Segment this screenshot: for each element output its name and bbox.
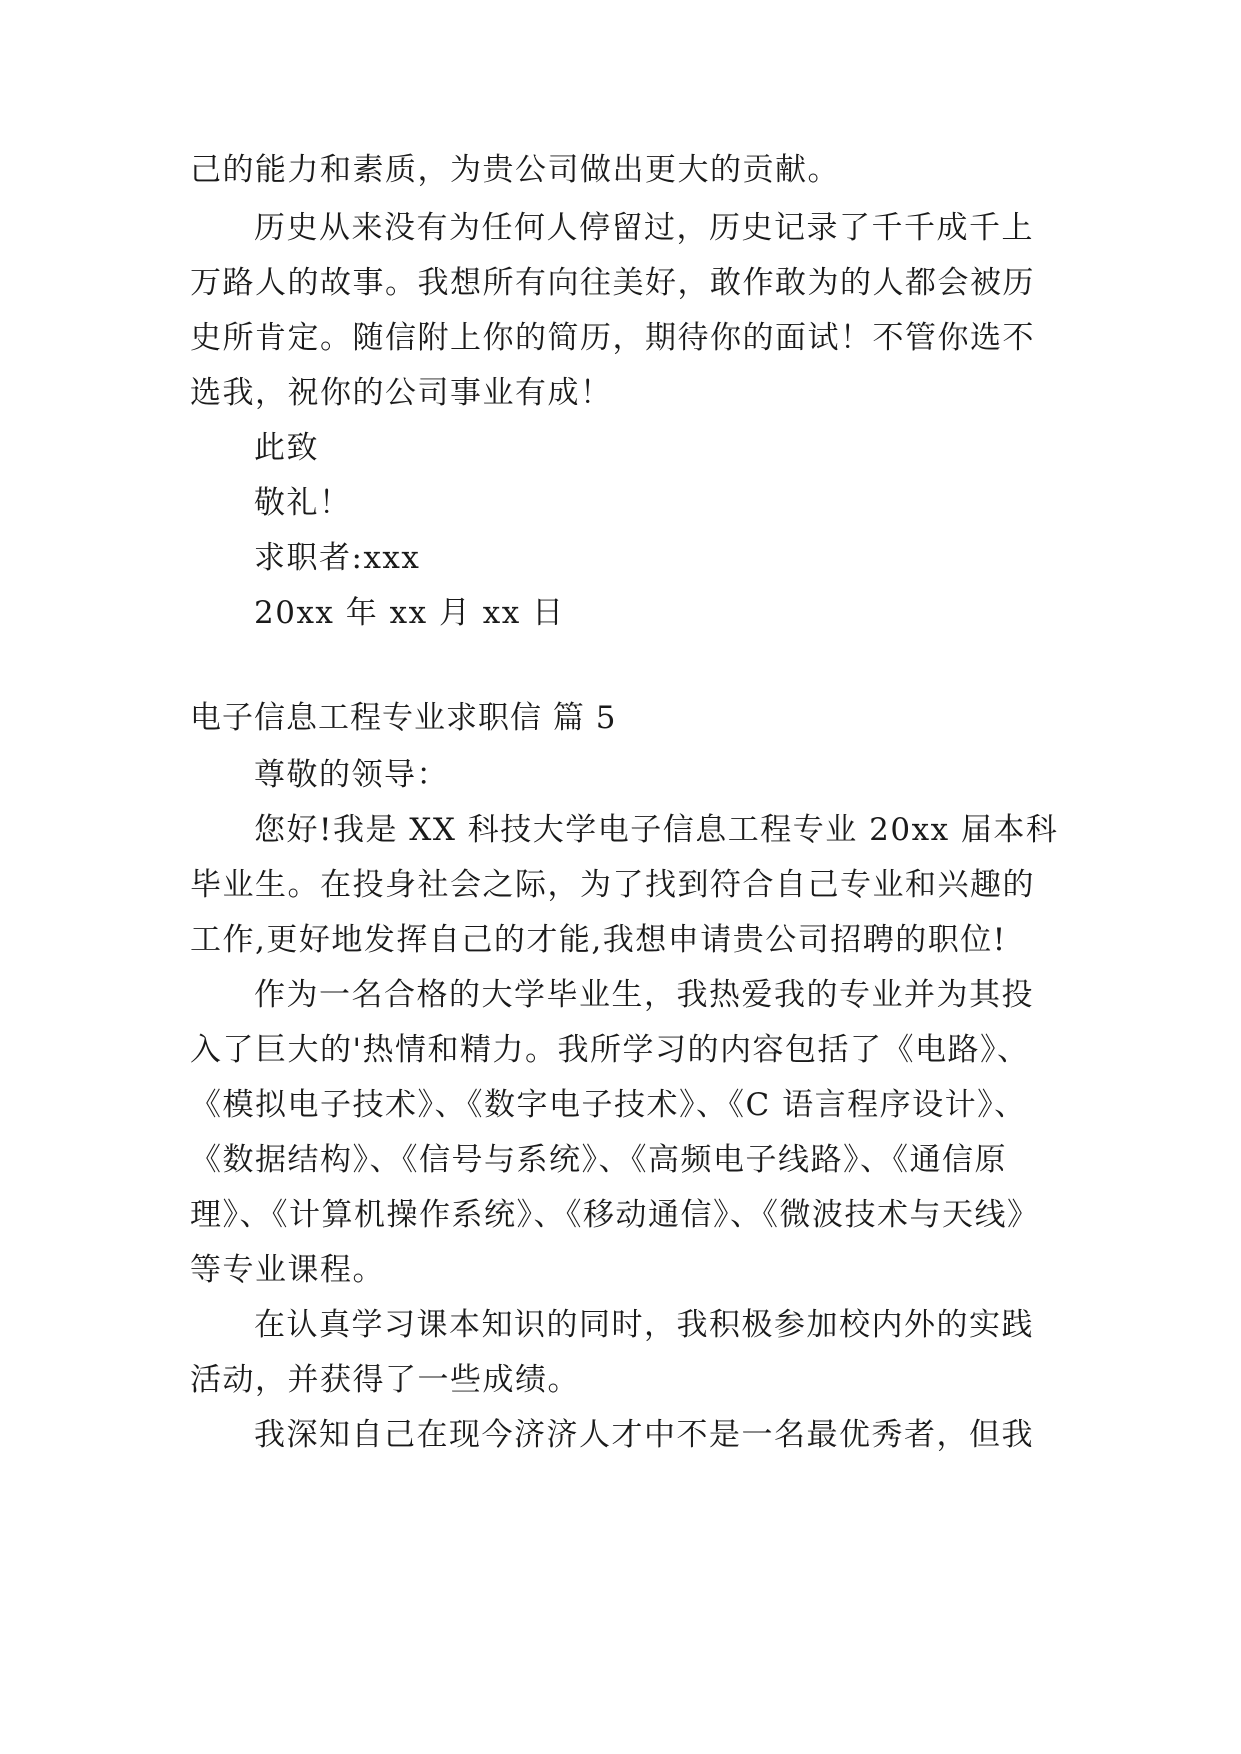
date-line: 20xx 年 xx 月 xx 日 [254, 595, 565, 631]
paragraph-line: 《模拟电子技术》、《数字电子技术》、《C 语言程序设计》、 [190, 1087, 1027, 1123]
paragraph-line: 己的能力和素质，为贵公司做出更大的贡献。 [190, 152, 840, 188]
paragraph-line: 我深知自己在现今济济人才中不是一名最优秀者，但我 [254, 1417, 1034, 1453]
paragraph-line: 《数据结构》、《信号与系统》、《高频电子线路》、《通信原 [190, 1142, 1007, 1178]
paragraph-line: 毕业生。在投身社会之际，为了找到符合自己专业和兴趣的 [190, 867, 1035, 903]
closing-salutation: 此致 [254, 430, 319, 466]
closing-regards: 敬礼！ [254, 485, 352, 521]
paragraph-line: 作为一名合格的大学毕业生，我热爱我的专业并为其投 [254, 977, 1034, 1013]
paragraph-line: 理》、《计算机操作系统》、《移动通信》、《微波技术与天线》 [190, 1197, 1040, 1233]
paragraph-line: 选我，祝你的公司事业有成！ [190, 375, 613, 411]
paragraph-line: 等专业课程。 [190, 1252, 385, 1288]
paragraph-line: 史所肯定。随信附上你的简历，期待你的面试！不管你选不 [190, 320, 1035, 356]
paragraph-line: 入了巨大的'热情和精力。我所学习的内容包括了《电路》、 [190, 1032, 1030, 1068]
signature: 求职者:xxx [254, 540, 421, 576]
paragraph-line: 工作,更好地发挥自己的才能,我想申请贵公司招聘的职位! [190, 922, 1007, 958]
paragraph-line: 万路人的故事。我想所有向往美好，敢作敢为的人都会被历 [190, 265, 1035, 301]
paragraph-line: 您好!我是 XX 科技大学电子信息工程专业 20xx 届本科 [254, 812, 1059, 848]
paragraph-line: 在认真学习课本知识的同时，我积极参加校内外的实践 [254, 1307, 1034, 1343]
paragraph-line: 历史从来没有为任何人停留过，历史记录了千千成千上 [254, 210, 1034, 246]
section-title: 电子信息工程专业求职信 篇 5 [190, 700, 617, 736]
paragraph-line: 活动，并获得了一些成绩。 [190, 1362, 580, 1398]
greeting: 尊敬的领导： [254, 757, 449, 793]
